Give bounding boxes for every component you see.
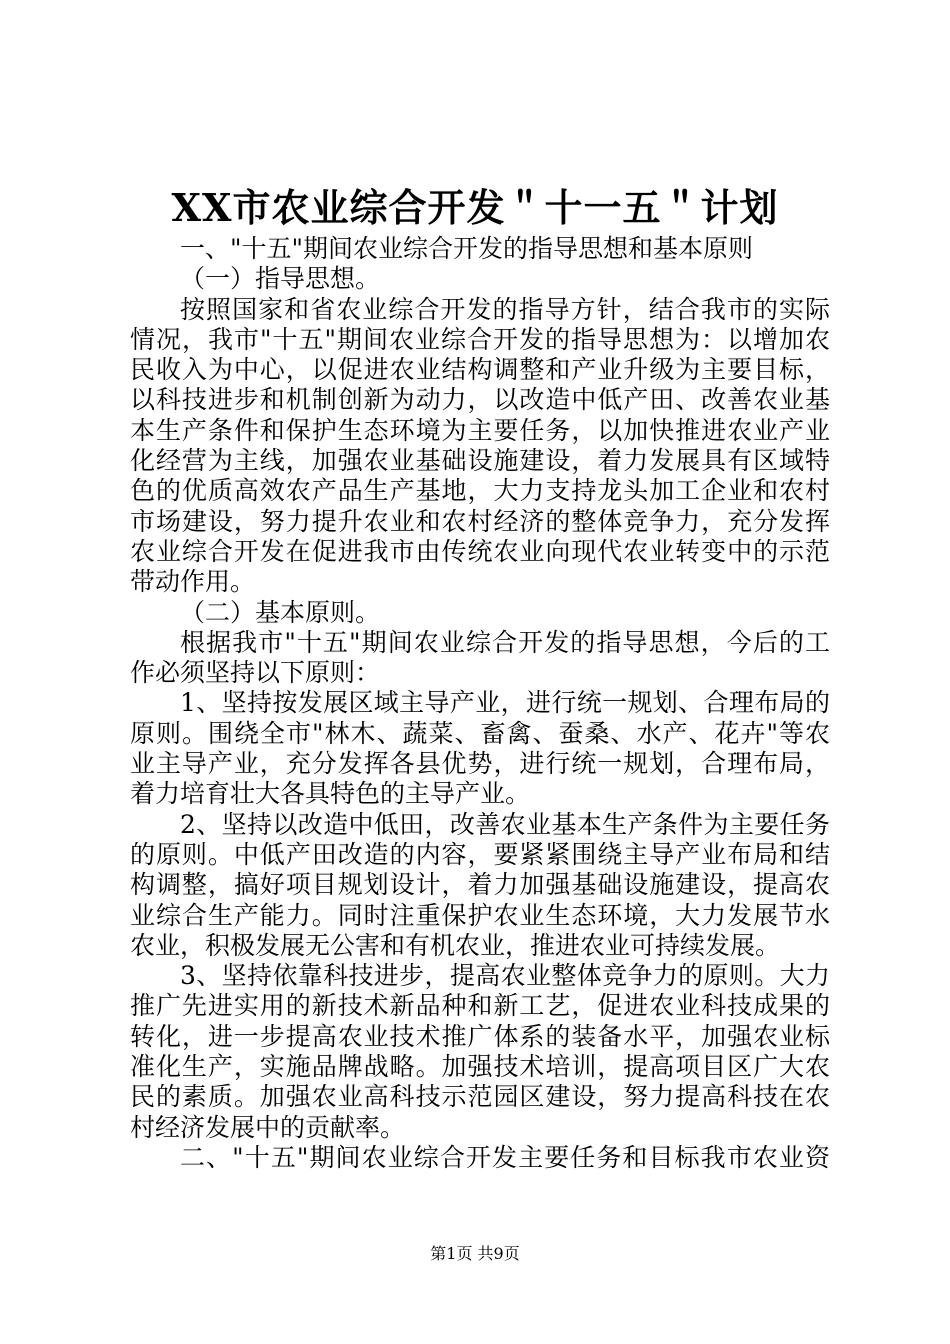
text-line: 化经营为主线，加强农业基础设施建设，着力发展具有区域特 xyxy=(130,446,830,476)
text-line: 推广先进实用的新技术新品种和新工艺，促进农业科技成果的 xyxy=(130,991,830,1021)
text-line: 本生产条件和保护生态环境为主要任务，以加快推进农业产业 xyxy=(130,415,830,445)
page-footer: 第1页 共9页 xyxy=(430,1244,520,1263)
text-line: 情况，我市"十五"期间农业综合开发的指导思想为：以增加农 xyxy=(130,324,830,354)
text-line: 一、"十五"期间农业综合开发的指导思想和基本原则 xyxy=(180,234,754,263)
text-line: 按照国家和省农业综合开发的指导方针，结合我市的实际 xyxy=(180,294,830,324)
text-line: 民收入为中心，以促进农业结构调整和产业升级为主要目标， xyxy=(130,355,830,385)
text-line: 以科技进步和机制创新为动力，以改造中低产田、改善农业基 xyxy=(130,385,830,415)
text-line: 转化，进一步提高农业技术推广体系的装备水平，加强农业标 xyxy=(130,1021,830,1051)
text-line: 1、坚持按发展区域主导产业，进行统一规划、合理布局的 xyxy=(180,688,830,718)
text-line: 农业，积极发展无公害和有机农业，推进农业可持续发展。 xyxy=(130,930,781,960)
text-line: 带动作用。 xyxy=(130,567,256,597)
text-line: 业主导产业，充分发挥各县优势，进行统一规划，合理布局， xyxy=(130,749,830,779)
text-line: 作必须坚持以下原则： xyxy=(130,658,381,688)
text-line: （一）指导思想。 xyxy=(180,264,381,294)
text-line: 村经济发展中的贡献率。 xyxy=(130,1112,406,1142)
text-line: 构调整，搞好项目规划设计，着力加强基础设施建设，提高农 xyxy=(130,870,830,900)
text-line: （二）基本原则。 xyxy=(180,597,381,627)
text-line: 民的素质。加强农业高科技示范园区建设，努力提高科技在农 xyxy=(130,1082,830,1112)
text-line: 准化生产，实施品牌战略。加强技术培训，提高项目区广大农 xyxy=(130,1052,830,1082)
text-line: 3、坚持依靠科技进步，提高农业整体竞争力的原则。大力 xyxy=(180,961,830,991)
text-line: 业综合生产能力。同时注重保护农业生态环境，大力发展节水 xyxy=(130,900,830,930)
text-line: 2、坚持以改造中低田，改善农业基本生产条件为主要任务 xyxy=(180,809,830,839)
text-line: 根据我市"十五"期间农业综合开发的指导思想，今后的工 xyxy=(180,627,830,657)
text-line: 农业综合开发在促进我市由传统农业向现代农业转变中的示范 xyxy=(130,536,830,566)
document-body xyxy=(130,234,830,1173)
text-line: 色的优质高效农产品生产基地，大力支持龙头加工企业和农村 xyxy=(130,476,830,506)
text-line: 原则。围绕全市"林木、蔬菜、畜禽、蚕桑、水产、花卉"等农 xyxy=(130,718,830,748)
text-line: 着力培育壮大各具特色的主导产业。 xyxy=(130,779,531,809)
text-line: 的原则。中低产田改造的内容，要紧紧围绕主导产业布局和结 xyxy=(130,839,830,869)
text-line: 二、"十五"期间农业综合开发主要任务和目标我市农业资 xyxy=(180,1142,830,1172)
text-line: 市场建设，努力提升农业和农村经济的整体竞争力，充分发挥 xyxy=(130,506,830,536)
document-title: XX市农业综合开发＂十一五＂计划 xyxy=(171,185,779,230)
